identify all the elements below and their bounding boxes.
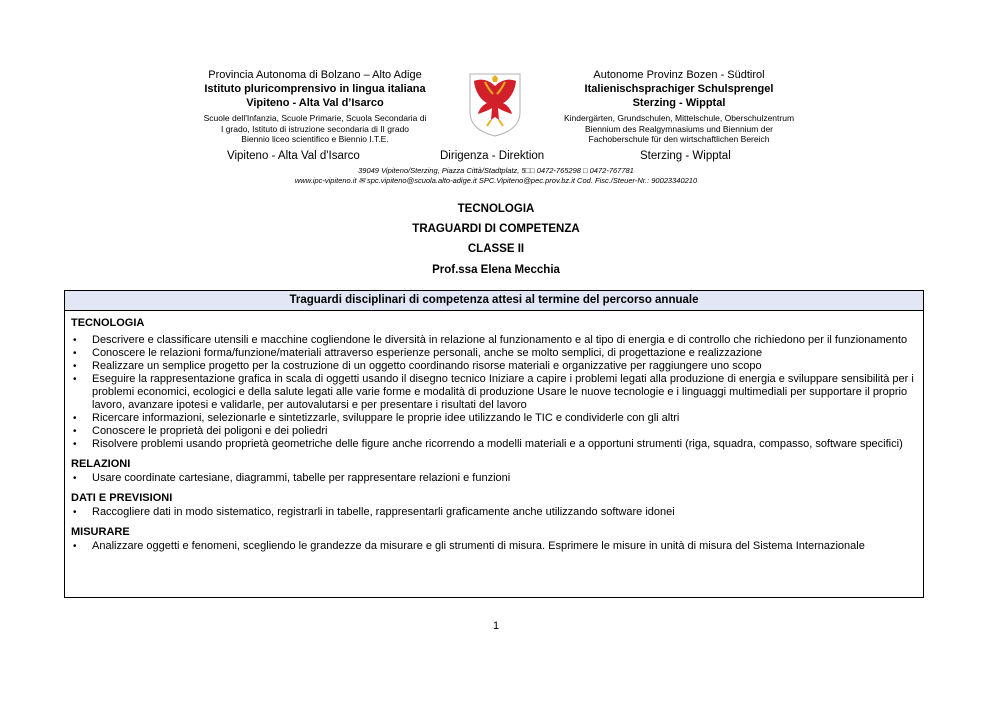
competence-table: [64, 290, 924, 598]
list-misurare: [71, 540, 917, 553]
header-left-town: Vipiteno - Alta Val d’Isarco: [246, 97, 384, 109]
header-right-desc-3: Fachoberschule für den wirtschaftlichen Bereich: [588, 134, 770, 144]
page-number: 1: [492, 620, 500, 632]
header-left-block: [180, 68, 450, 145]
location-left: Vipiteno - Alta Val d'Isarco: [227, 150, 360, 162]
header-left-desc-1: Scuole dell'Infanzia, Scuole Primarie, Scuola Secondaria di: [203, 113, 427, 123]
list-item: • Raccogliere dati in modo sistematico, registrarli in tabelle, rappresentarli graficamente anche utilizzando software idonei: [71, 506, 917, 519]
header-left-desc-2: I grado, Istituto di istruzione secondaria di II grado: [220, 123, 410, 134]
header-right-desc: [545, 113, 813, 145]
list-item: • Analizzare oggetti e fenomeni, scegliendo le grandezze da misurare e gli strumenti di misura. Esprimere le misure in unità di misura del Sistema Internazionale: [71, 540, 917, 553]
list-item: • Eseguire la rappresentazione grafica in scala di oggetti usando il disegno tecnico Iniziare a capire i problemi legati alla produzione di energia e sviluppare sensibilità per i problemi economici, ecologici e della salute legati alle varie forme e modalità di produzione Usare le nuove tecnologie e i linguaggi multimediali per supportare il proprio lavoro, avanzare ipotesi e validarle, per autovalutarsi e per presentare i risultati del lavoro: [71, 373, 917, 412]
header-right-block: [545, 68, 813, 145]
location-center: Dirigenza - Direktion: [440, 150, 545, 162]
doc-title-subject: TECNOLOGIA: [457, 203, 535, 215]
header-right-desc-2: Biennium des Realgymnasiums und Biennium der: [584, 123, 774, 134]
list-item: • Risolvere problemi usando proprietà geometriche delle figure anche ricorrendo a modelli materiali e a opportuni strumenti (riga, squadra, compasso, software specifici): [71, 438, 917, 451]
doc-title-teacher: Prof.ssa Elena Mecchia: [432, 264, 560, 276]
section-title-misurare: MISURARE: [71, 526, 130, 538]
table-body: [65, 311, 923, 553]
contact-line: www.ipc-vipiteno.it ✉ spc.vipiteno@scuola.alto-adige.it SPC.Vipiteno@pec.prov.bz.it Cod. Fisc./Steuer-Nr.: 90023340210: [294, 176, 698, 185]
header-left-desc: [180, 113, 450, 145]
doc-title-traguardi: TRAGUARDI DI COMPETENZA: [412, 223, 580, 235]
table-header: Traguardi disciplinari di competenza attesi al termine del percorso annuale: [65, 291, 923, 311]
doc-title-class: CLASSE II: [467, 243, 525, 255]
header-right-school: Italienischsprachiger Schulsprengel: [584, 83, 774, 95]
list-relazioni: [71, 472, 917, 485]
address-line: 39049 Vipiteno/Sterzing, Piazza Città/Stadtplatz, 5□□ 0472-765298 □ 0472-767781: [358, 166, 634, 175]
list-item: • Usare coordinate cartesiane, diagrammi, tabelle per rappresentare relazioni e funzioni: [71, 472, 917, 485]
location-right: Sterzing - Wipptal: [640, 150, 731, 162]
list-item: • Ricercare informazioni, selezionarle e sintetizzarle, sviluppare le proprie idee utilizzando le TIC e condividerle con gli altri: [71, 412, 917, 425]
list-tecnologia: [71, 334, 917, 451]
section-title-dati-previsioni: DATI E PREVISIONI: [71, 492, 173, 504]
list-item: • Conoscere le relazioni forma/funzione/materiali attraverso esperienze personali, anche se molto semplici, di progettazione e realizzazione: [71, 347, 917, 360]
header-right-desc-1: Kindergärten, Grundschulen, Mittelschule, Oberschulzentrum: [563, 113, 795, 123]
list-item: • Conoscere le proprietà dei poligoni e dei poliedri: [71, 425, 917, 438]
list-item: • Realizzare un semplice progetto per la costruzione di un oggetto coordinando risorse materiali e organizzative per raggiungere uno scopo: [71, 360, 917, 373]
header-left-school: Istituto pluricomprensivo in lingua italiana: [204, 83, 426, 95]
header-right-town: Sterzing - Wipptal: [632, 97, 726, 109]
header-right-province: Autonome Provinz Bozen - Südtirol: [593, 69, 765, 81]
list-dati-previsioni: [71, 506, 917, 519]
list-item: • Descrivere e classificare utensili e macchine cogliendone le diversità in relazione al funzionamento e al tipo di energia e di controllo che richiedono per il funzionamento: [71, 334, 917, 347]
header-left-province: Provincia Autonoma di Bolzano – Alto Adige: [208, 69, 422, 81]
coat-of-arms-eagle-icon: [467, 72, 523, 138]
section-title-relazioni: RELAZIONI: [71, 458, 131, 470]
header-left-desc-3: Biennio liceo scientifico e Biennio I.T.E.: [241, 134, 389, 144]
section-title-tecnologia: TECNOLOGIA: [71, 317, 145, 329]
